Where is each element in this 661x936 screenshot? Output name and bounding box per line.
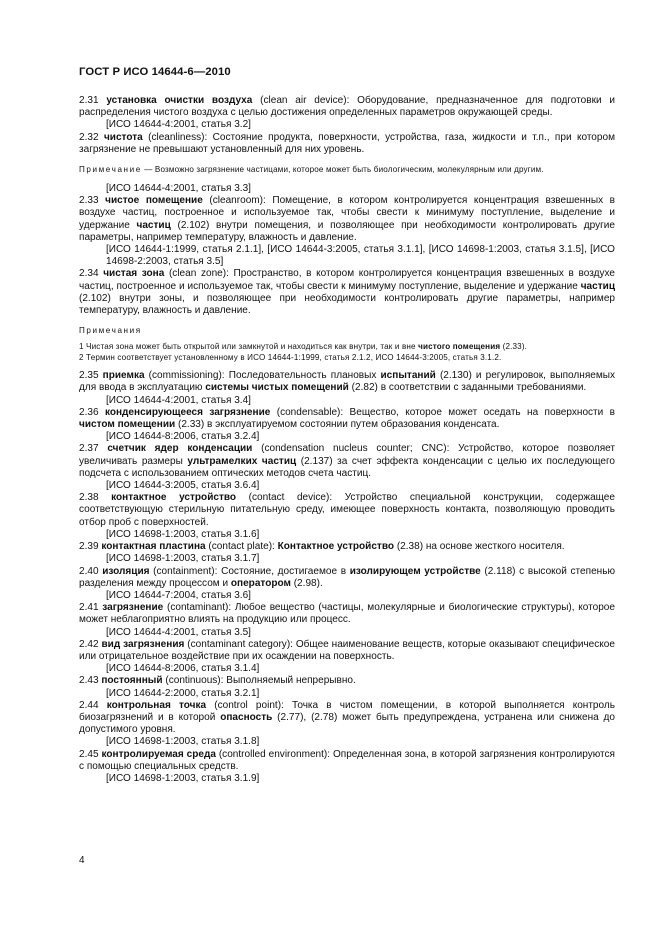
reference: [ИСО 14644-7:2004, статья 3.6] <box>106 589 251 601</box>
text-run: (2.98). <box>290 577 323 589</box>
term-bold: оператором <box>230 577 291 589</box>
reference: [ИСО 14644-3:2005, статья 3.6.4] <box>106 480 260 492</box>
term-entry <box>79 566 615 603</box>
term-bold: чистое помещение <box>105 195 203 207</box>
term-bold: конденсирующееся загрязнение <box>104 406 271 418</box>
text-run: 2.39 <box>79 541 102 553</box>
term-entry <box>79 700 615 749</box>
text-run: (controlled environment): Определенная зона, в которой загрязнения контролируются с помощью специальных средств. <box>79 748 615 772</box>
term-bold: чистого помещения <box>418 342 501 352</box>
text-run: (2.102) внутри зоны, и позволяющее при необходимости контролировать другие параметры, например температуру, влажность и давление. <box>79 292 615 317</box>
text-run: (clean air device): Оборудование, предназначенное для подготовки и распределения чистого воздуха с целью достижения определенных параметров окружающей среды. <box>79 95 615 119</box>
term-bold: контактное устройство <box>111 492 237 504</box>
text-run: (2.118) с высокой степенью разделения между процессом и <box>79 565 615 589</box>
text-run: 2.33 <box>79 195 106 207</box>
text-run: (clean zone): Пространство, в котором контролируется концентрация взвешенных в воздухе частиц, построенное и используемое так, чтобы свести к минимуму поступление, выделение и удержание <box>79 268 615 292</box>
term-entry <box>79 492 615 541</box>
text-run: (condensable): Вещество, которое может оседать на поверхности в <box>270 406 615 418</box>
term-definition <box>79 132 615 156</box>
term-definition <box>79 195 615 244</box>
term-bold: постоянный <box>101 675 163 687</box>
text-run: (2.38) на основе жесткого носителя. <box>394 541 565 553</box>
term-bold: приемка <box>102 370 145 382</box>
term-bold: системы чистых помещений <box>205 382 349 394</box>
term-definition <box>79 602 615 626</box>
term-entry <box>79 443 615 492</box>
note-block <box>79 164 615 195</box>
text-run: Примечание <box>79 165 142 175</box>
term-bold: контрольная точка <box>106 699 207 711</box>
note-item <box>79 341 615 352</box>
page-header-title: ГОСТ Р ИСО 14644-6—2010 <box>79 66 231 78</box>
text-run: (contaminant category): Общее наименование веществ, которые оказывают специфическое или отрицательное воздействие при их осаждении на поверхность. <box>79 638 615 662</box>
term-definition <box>79 749 615 773</box>
notes-heading: Примечания <box>79 326 142 336</box>
text-run: (2.33) в эксплуатируемом состоянии путем образования конденсата. <box>175 419 500 431</box>
term-definition <box>79 639 615 663</box>
text-run: 2.31 <box>79 95 107 106</box>
term-definition <box>79 443 615 480</box>
reference: [ИСО 14698-1:2003, статья 3.1.9] <box>106 772 260 784</box>
text-run: (containment): Состояние, достигаемое в <box>149 565 350 577</box>
text-run: (2.130) и регулировок, выполняемых для ввода в эксплуатацию <box>79 370 615 394</box>
page-number: 4 <box>79 855 85 866</box>
text-run: (cleanroom): Помещение, в котором контролируется концентрация взвешенных в воздухе частиц, построенное и используемое так, чтобы свести к минимуму поступление, выделение и удержание <box>79 195 616 231</box>
term-bold: контролируемая среда <box>101 748 216 760</box>
term-definition <box>79 407 615 431</box>
term-bold: изоляция <box>102 565 150 577</box>
text-run: (commissioning): Последовательность плановых <box>144 370 381 382</box>
term-entry <box>79 749 615 786</box>
text-run: — Возможно загрязнение частицами, которое может быть биологическим, молекулярным или другим. <box>141 165 544 175</box>
text-run: (2.77), (2.78) может быть предупреждена, устранена или снижена до допустимого уровня. <box>79 711 616 736</box>
terms-content <box>79 95 615 785</box>
reference: [ИСО 14698-1:2003, статья 3.1.6] <box>106 528 260 540</box>
term-bold: счетчик ядер конденсации <box>107 443 253 455</box>
text-run: 2.44 <box>79 699 107 711</box>
term-definition <box>79 268 615 317</box>
text-run: 1 Чистая зона может быть открытой или замкнутой и находиться как внутри, так и вне <box>79 342 419 352</box>
text-run: 2 Термин соответствует установленному в ИСО 14644-1:1999, статья 2.1.2, ИСО 14644-3:2005, статья 3.1.2. <box>79 353 502 363</box>
text-run: (cleanliness): Состояние продукта, поверхности, устройства, газа, жидкости и т.п., при котором загрязнение не превышают установленный для них уровень. <box>79 131 615 155</box>
text-run: 2.37 <box>79 443 108 455</box>
term-bold: опасность <box>220 711 273 723</box>
term-bold: чистая зона <box>103 268 165 280</box>
term-entry <box>79 268 615 317</box>
term-definition <box>79 675 615 687</box>
text-run: (continuous): Выполняемый непрерывно. <box>162 675 356 687</box>
term-bold: испытаний <box>380 370 436 382</box>
term-bold: вид загрязнения <box>101 638 185 650</box>
term-definition <box>79 95 615 119</box>
term-bold: частиц <box>580 280 615 292</box>
text-run: (2.102) внутри помещения, и позволяющее при необходимости контролировать другие параметры, например температуру, влажность и давление. <box>79 219 616 243</box>
term-bold: ультрамелких частиц <box>187 455 297 467</box>
text-run: (contaminant): Любое вещество (частицы, молекулярные и биологические структуры), которое может неблагоприятно влиять на продукцию или процесс. <box>79 602 615 626</box>
text-run: 2.41 <box>79 602 103 614</box>
reference: [ИСО 14644-8:2006, статья 3.1.4] <box>106 663 260 675</box>
term-entry <box>79 602 615 639</box>
reference: [ИСО 14698-1:2003, статья 3.1.8] <box>106 736 260 748</box>
text-run: 2.38 <box>79 492 112 504</box>
term-definition <box>79 700 615 737</box>
reference: [ИСО 14644-4:2001, статья 3.2] <box>106 119 251 131</box>
term-entry <box>79 541 615 565</box>
text-run: 2.34 <box>79 268 104 280</box>
term-entry <box>79 639 615 676</box>
text-run: (2.82) в соответствии с заданными требованиями. <box>348 382 587 394</box>
reference: [ИСО 14644-2:2000, статья 3.2.1] <box>106 687 260 699</box>
term-bold: чистота <box>103 131 143 143</box>
text-run: 2.36 <box>79 406 105 418</box>
term-bold: чистом помещении <box>79 419 176 431</box>
term-bold: загрязнение <box>102 602 164 614</box>
text-run: (2.137) за счет эффекта конденсации с целью их последующего подсчета с использованием оптических методов счета частиц. <box>79 455 616 479</box>
term-bold: изолирующем устройстве <box>349 565 481 577</box>
term-entry <box>79 370 615 407</box>
term-definition <box>79 492 615 529</box>
term-entry <box>79 407 615 444</box>
text-run: 2.43 <box>79 675 102 687</box>
reference: [ИСО 14644-1:1999, статья 2.1.1], [ИСО 14644-3:2005, статья 3.1.1], [ИСО 14698-1:2003, статья 3.1.5], [ИСО 14698-2:2003, статья 3.5] <box>106 244 615 268</box>
term-entry <box>79 195 615 268</box>
term-entry <box>79 675 615 699</box>
note-item <box>79 352 615 363</box>
text-run: (control point): Точка в чистом помещении, в которой выполняется контроль биозагрязнений и в которой <box>79 699 615 723</box>
text-run: 2.32 <box>79 131 104 143</box>
text-run: 2.45 <box>79 748 102 760</box>
text-run: (2.33). <box>500 342 528 352</box>
note-block <box>79 325 615 363</box>
term-bold: контактная пластина <box>101 541 206 553</box>
reference: [ИСО 14644-4:2001, статья 3.4] <box>106 394 251 406</box>
text-run: 2.42 <box>79 638 102 650</box>
text-run: (condensation nucleus counter; CNC): Устройство, которое позволяет увеличивать размеры <box>79 443 615 467</box>
reference: [ИСО 14698-1:2003, статья 3.1.7] <box>106 553 260 565</box>
text-run: 2.35 <box>79 370 103 382</box>
term-entry <box>79 132 615 156</box>
term-bold: частиц <box>136 219 171 231</box>
term-bold: установка очистки воздуха <box>106 95 253 106</box>
term-definition <box>79 541 615 553</box>
reference: [ИСО 14644-4:2001, статья 3.5] <box>106 626 251 638</box>
text-run: (contact plate): <box>205 541 278 553</box>
term-bold: Контактное устройство <box>277 541 395 553</box>
text-run: 2.40 <box>79 565 103 577</box>
note-text <box>79 164 615 175</box>
term-definition <box>79 566 615 590</box>
term-entry <box>79 95 615 132</box>
term-definition <box>79 370 615 394</box>
text-run: (contact device): Устройство специальной конструкции, содержащее соответствующую стерильную питательную среду, имеющее поверхность контакта, позволяющую проводить отбор проб с поверхностей. <box>79 492 615 528</box>
reference: [ИСО 14644-4:2001, статья 3.3] <box>106 183 251 195</box>
reference: [ИСО 14644-8:2006, статья 3.2.4] <box>106 431 260 443</box>
